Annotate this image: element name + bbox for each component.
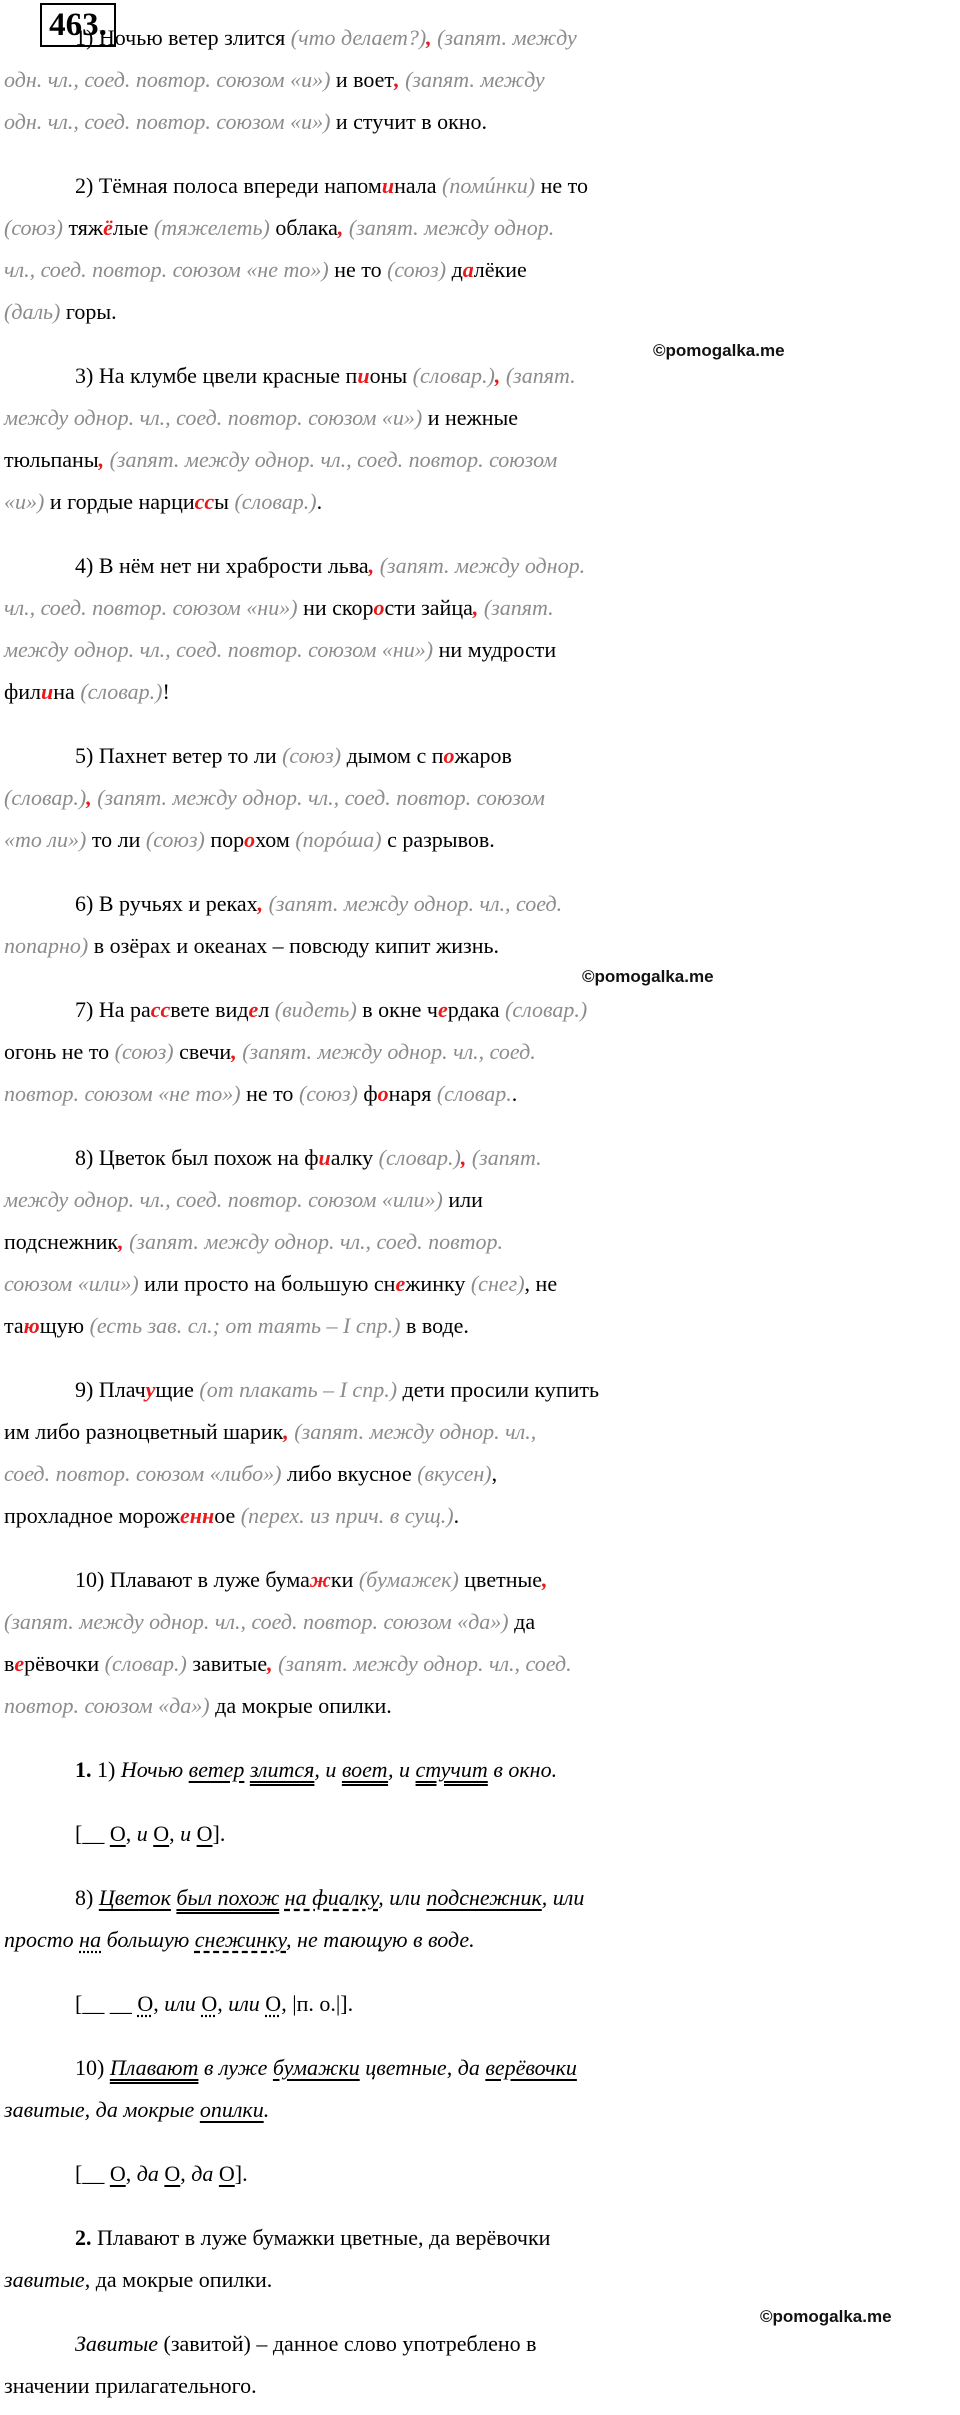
text-segment: снежинку [194,1927,287,1952]
highlighted-letter: ё [103,215,113,240]
text-segment: 9) Плач [75,1377,146,1402]
gray-comment: (запят. между однор. [379,553,586,578]
gray-comment: (союз) [114,1039,180,1064]
gray-comment: (словар. [436,1081,512,1106]
gray-comment: (запят. между однор. [348,215,555,240]
text-segment: им либо разноцветный шарик [4,1419,284,1444]
watermark-2: ©pomogalka.me [582,967,714,986]
gray-comment: чл., соед. повтор. союзом «не то») [4,257,335,282]
text-line [4,926,954,966]
highlighted-letter: е [14,1651,25,1676]
text-line [4,398,954,438]
text-segment: щие [155,1377,200,1402]
gray-comment: «то ли») [4,827,92,852]
text-segment: и [136,1821,154,1846]
gray-comment: (словар.) [378,1145,461,1170]
text-line [4,1412,954,1452]
watermark-3: ©pomogalka.me [760,2307,892,2326]
exercise-number: 463. [40,3,116,47]
text-segment: , [169,1821,181,1846]
text-segment: и [180,1821,197,1846]
text-segment: вете вид [170,997,249,1022]
text-segment: (завитой) – данное слово употреблено в [163,2331,537,2356]
text-line [75,546,954,586]
text-segment: , не [524,1271,558,1296]
text-segment: , не тающую в воде. [286,1927,475,1952]
gray-comment: (запят. между [437,25,577,50]
text-segment: , и [388,1757,416,1782]
highlighted-letter: и [381,173,395,198]
text-segment: ни скор [303,595,374,620]
text-segment: не то [246,1081,299,1106]
text-segment: или просто на большую сн [144,1271,396,1296]
text-segment: рдака [447,997,506,1022]
text-segment: 10) Плавают в луже бума [75,1567,310,1592]
text-segment: жаров [454,743,512,768]
text-segment: или [228,1991,266,2016]
text-segment: да [136,2161,165,2186]
text-segment: О [164,2161,181,2186]
text-segment: алку [330,1145,379,1170]
gray-comment: (что делает?) [290,25,427,50]
text-segment: 3) На клумбе цвели красные п [75,363,358,388]
text-line [75,2218,954,2258]
text-segment: значении прилагательного. [4,2373,257,2398]
text-line [4,102,954,142]
gray-comment: между однор. чл., соед. повтор. союзом «и») [4,405,428,430]
text-segment: тюльпаны [4,447,99,472]
text-segment: 4) В нём нет ни храбрости льва [75,553,369,578]
highlighted-letter: и [41,679,54,704]
text-line [4,1180,954,1220]
text-segment: щую [39,1313,90,1338]
highlighted-letter: , [257,891,269,916]
gray-comment: (союз) [282,743,347,768]
text-line [4,672,954,712]
text-segment: 1. [75,1757,97,1782]
highlighted-letter: о [377,1081,389,1106]
gray-comment: (словар.) [234,489,317,514]
text-segment: Цветок [98,1885,171,1910]
text-segment: , [125,1821,137,1846]
text-line [75,2154,954,2194]
text-line [4,588,954,628]
gray-comment: (запят. между однор. чл., соед. [242,1039,536,1064]
highlighted-letter: , [118,1229,130,1254]
text-segment: , [125,2161,137,2186]
text-segment: дети просили купить [402,1377,600,1402]
text-segment: , или [541,1885,585,1910]
gray-comment: (запят. между однор. чл., соед. повтор. [129,1229,504,1254]
text-segment: О [196,1821,213,1846]
text-segment: ы [214,489,235,514]
text-line [75,166,954,206]
text-segment: Завитые [75,2331,164,2356]
text-segment: сти зайца [384,595,473,620]
highlighted-letter: , [86,785,98,810]
text-segment: в [4,1651,15,1676]
text-line [75,1370,954,1410]
gray-comment: (запят. между однор. чл., соед. [278,1651,572,1676]
text-segment: на [53,679,81,704]
text-line [4,440,954,480]
text-segment: 2. [75,2225,97,2250]
text-line [4,1602,954,1642]
text-segment: 2) Тёмная полоса впереди напом [75,173,382,198]
gray-comment: (словар.) [104,1651,193,1676]
gray-comment: (вкусен) [417,1461,492,1486]
text-line [4,60,954,100]
text-segment: , [153,1991,165,2016]
text-segment: или [164,1991,202,2016]
text-line [75,1560,954,1600]
highlighted-letter: е [248,997,259,1022]
text-segment: . [316,489,323,514]
text-segment: О [109,2161,126,2186]
highlighted-letter: у [145,1377,156,1402]
text-segment: свечи [179,1039,232,1064]
text-segment: оны [369,363,413,388]
text-segment: в окно. [487,1757,558,1782]
gray-comment: (от плакать – I спр.) [199,1377,403,1402]
gray-comment: (запят. [505,363,576,388]
gray-comment: союзом «или») [4,1271,145,1296]
text-segment: да [514,1609,536,1634]
text-segment: 8) [75,1885,99,1910]
gray-comment: (запят. между однор. чл., [294,1419,537,1444]
highlighted-letter: , [267,1651,279,1676]
text-segment: в луже [198,2055,273,2080]
text-segment: , [491,1461,498,1486]
text-line [75,1750,954,1790]
text-segment: д [451,257,463,282]
text-segment: хом [255,827,296,852]
text-segment: , или [378,1885,427,1910]
text-segment: ф [363,1081,378,1106]
gray-comment: (есть зав. сл.; от таять – I спр.) [89,1313,406,1338]
highlighted-letter: и [357,363,370,388]
text-line [4,1074,954,1114]
text-segment: в озёрах и океанах – повсюду кипит жизнь. [93,933,500,958]
gray-comment: (запят. между однор. чл., соед. повтор. союзом [109,447,558,472]
text-line [4,482,954,522]
text-line [4,2090,954,2130]
text-segment: наря [388,1081,437,1106]
highlighted-letter: е [437,997,448,1022]
text-segment: ! [162,679,170,704]
text-segment: . [263,2097,270,2122]
text-segment: лые [112,215,154,240]
text-line [75,736,954,776]
text-segment: [__ [75,1821,110,1846]
gray-comment: (запят. между однор. чл., соед. повтор. союзом «да») [4,1609,515,1634]
highlighted-letter: сс [194,489,215,514]
text-segment: огонь не то [4,1039,115,1064]
text-segment: лёкие [473,257,527,282]
text-segment: пор [210,827,245,852]
text-line [75,884,954,924]
gray-comment: (видеть) [274,997,363,1022]
gray-comment: (порóша) [295,827,388,852]
text-segment: то ли [91,827,146,852]
text-line [75,356,954,396]
text-segment: , |п. о.|]. [281,1991,354,2016]
text-segment: в воде. [405,1313,469,1338]
gray-comment: (тяжелеть) [153,215,276,240]
text-segment: О [201,1991,218,2016]
gray-comment: (запят. [471,1145,542,1170]
watermark-1: ©pomogalka.me [653,341,785,360]
text-segment: Плавают [109,2055,199,2080]
highlighted-letter: о [443,743,455,768]
text-segment: О [218,2161,235,2186]
text-segment: ветер [188,1757,245,1782]
text-segment: рёвочки [24,1651,105,1676]
gray-comment: (союз) [298,1081,364,1106]
gray-comment: (помúнки) [442,173,541,198]
text-segment: да мокрые опилки. [215,1693,392,1718]
gray-comment: (словар.) [80,679,163,704]
text-segment: , [180,2161,192,2186]
text-line [4,1644,954,1684]
text-segment: ое [214,1503,241,1528]
text-line [4,630,954,670]
text-segment: стучит [415,1757,488,1782]
text-segment: [__ __ [75,1991,138,2016]
text-segment: завитые [4,2267,85,2292]
text-segment: и гордые нарци [49,489,195,514]
gray-comment: «и») [4,489,50,514]
text-segment: 6) В ручьях и реках [75,891,258,916]
text-segment: [__ [75,2161,110,2186]
text-line [4,1032,954,1072]
highlighted-letter: , [426,25,438,50]
text-segment: О [109,1821,126,1846]
text-segment: ки [330,1567,359,1592]
text-segment: О [153,1821,170,1846]
highlighted-letter: о [244,827,256,852]
gray-comment: (словар.) [505,997,588,1022]
gray-comment: повтор. союзом «не то») [4,1081,247,1106]
gray-comment: (перех. из прич. в сущ.) [240,1503,454,1528]
gray-comment: одн. чл., соед. повтор. союзом «и») [4,109,336,134]
highlighted-letter: енн [180,1503,215,1528]
highlighted-letter: ж [309,1567,331,1592]
text-segment: с разрывов. [387,827,495,852]
text-segment: нала [394,173,443,198]
text-segment: в окне ч [362,997,438,1022]
text-segment: или [448,1187,483,1212]
highlighted-letter: , [337,215,349,240]
gray-comment: одн. чл., соед. повтор. союзом «и») [4,67,336,92]
text-segment: облака [275,215,338,240]
text-segment: на фиалку [284,1885,379,1910]
text-segment: был похож [176,1885,280,1910]
gray-comment: (союз) [145,827,211,852]
highlighted-letter: , [494,363,506,388]
text-segment: бумажки [272,2055,360,2080]
text-segment: Ночью [120,1757,189,1782]
highlighted-letter: а [462,257,474,282]
text-segment: , и [314,1757,342,1782]
text-line [4,1920,954,1960]
text-segment: цветные [464,1567,543,1592]
highlighted-letter: , [460,1145,472,1170]
text-line [4,1454,954,1494]
gray-comment: (даль) [4,299,66,324]
text-segment: тяж [68,215,104,240]
gray-comment: чл., соед. повтор. союзом «ни») [4,595,304,620]
gray-comment: (запят. между однор. чл., соед. [268,891,563,916]
text-segment: да [191,2161,219,2186]
gray-comment: (запят. между однор. чл., соед. повтор. союзом [97,785,545,810]
highlighted-letter: , [368,553,380,578]
gray-comment: (запят. между [405,67,545,92]
text-segment: горы. [65,299,117,324]
text-segment: и нежные [427,405,519,430]
text-line [4,1496,954,1536]
text-line [4,1306,954,1346]
text-line [4,1264,954,1304]
text-segment: О [265,1991,282,2016]
text-segment: опилки [199,2097,264,2122]
text-segment: и воет [335,67,395,92]
gray-comment: (бумажек) [358,1567,465,1592]
text-line [75,990,954,1030]
gray-comment: соед. повтор. союзом «либо») [4,1461,287,1486]
text-line [75,2324,954,2364]
text-segment: , [217,1991,229,2016]
highlighted-letter: е [395,1271,406,1296]
text-segment: 1) Ночью ветер злится [75,25,291,50]
text-segment: . [453,1503,460,1528]
text-segment: О [137,1991,154,2016]
text-segment: завитые [192,1651,268,1676]
text-segment: и стучит в окно. [335,109,488,134]
highlighted-letter: и [318,1145,331,1170]
highlighted-letter: сс [150,997,171,1022]
text-line [4,292,954,332]
text-segment: прохладное морож [4,1503,181,1528]
gray-comment: между однор. чл., соед. повтор. союзом «ни») [4,637,439,662]
text-segment: та [4,1313,24,1338]
text-line [4,1686,954,1726]
highlighted-letter: , [394,67,406,92]
text-segment: верёвочки [485,2055,577,2080]
text-line [4,778,954,818]
text-segment: ]. [234,2161,248,2186]
text-segment: большую [101,1927,195,1952]
text-line [4,2366,954,2406]
gray-comment: (запят. [483,595,554,620]
text-segment: ни мудрости [438,637,557,662]
highlighted-letter: , [98,447,110,472]
gray-comment: между однор. чл., соед. повтор. союзом «или») [4,1187,449,1212]
highlighted-letter: ю [23,1313,40,1338]
highlighted-letter: , [231,1039,243,1064]
gray-comment: (союз) [387,257,452,282]
gray-comment: попарно) [4,933,94,958]
text-line [75,1814,954,1854]
text-line [75,1984,954,2024]
text-segment: просто [4,1927,80,1952]
text-segment: Плавают в луже бумажки цветные, да верёвочки [97,2225,551,2250]
text-segment: цветные, да [359,2055,486,2080]
text-segment: завитые, да мокрые [4,2097,200,2122]
text-segment: ]. [212,1821,226,1846]
text-segment: злится [249,1757,315,1782]
text-segment: воет [341,1757,389,1782]
text-segment: . [511,1081,518,1106]
text-segment: л [258,997,275,1022]
text-segment: 7) На ра [75,997,151,1022]
text-segment: 8) Цветок был похож на ф [75,1145,319,1170]
text-segment: дымом с п [346,743,444,768]
gray-comment: повтор. союзом «да») [4,1693,216,1718]
text-segment: 10) [75,2055,110,2080]
text-segment: 5) Пахнет ветер то ли [75,743,283,768]
text-segment: 1) [97,1757,121,1782]
text-line [75,18,954,58]
text-line [75,1138,954,1178]
gray-comment: (словар.) [412,363,495,388]
text-segment: не то [334,257,388,282]
text-line [4,1222,954,1262]
text-segment: жинку [405,1271,471,1296]
text-segment: на [79,1927,102,1952]
highlighted-letter: , [283,1419,295,1444]
text-line [75,2048,954,2088]
text-segment: либо вкусное [286,1461,418,1486]
text-segment: подснежник [4,1229,119,1254]
text-segment: подснежник [426,1885,542,1910]
text-line [4,208,954,248]
text-line [4,820,954,860]
highlighted-letter: , [542,1567,548,1592]
text-segment: не то [540,173,588,198]
gray-comment: (снег) [470,1271,525,1296]
text-line [75,1878,954,1918]
text-line [4,2260,954,2300]
highlighted-letter: о [373,595,385,620]
text-segment: фил [4,679,42,704]
gray-comment: (словар.) [4,785,87,810]
gray-comment: (союз) [4,215,69,240]
text-segment: , да мокрые опилки. [84,2267,273,2292]
text-line [4,250,954,290]
highlighted-letter: , [472,595,484,620]
